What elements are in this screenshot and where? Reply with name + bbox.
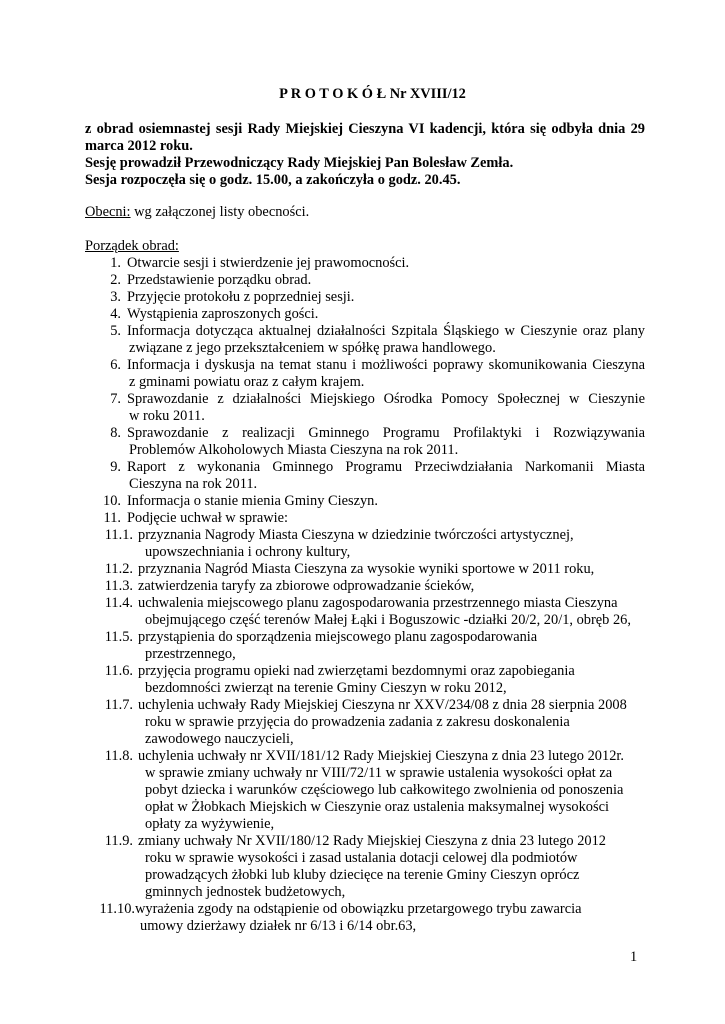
agenda-item-number: 11.1.	[104, 527, 133, 543]
agenda-item	[85, 510, 645, 527]
attendance-line	[85, 204, 309, 221]
agenda-item-text: prowadzących żłobki lub kluby dziecięce na terenie Gminy Cieszyn oprócz	[145, 867, 580, 883]
agenda-item-text: obejmującego część terenów Małej Łąki i Boguszowic -działki 20/2, 20/1, obręb 26,	[145, 612, 631, 628]
agenda-item	[85, 323, 645, 357]
agenda-item-text: Informacja dotycząca aktualnej działalności Szpitala Śląskiego w Cieszynie oraz plany	[127, 323, 645, 339]
heading-line: Sesja rozpoczęła się o godz. 15.00, a zakończyła o godz. 20.45.	[85, 172, 461, 188]
heading-line: Sesję prowadził Przewodniczący Rady Miejskiej Pan Bolesław Zemła.	[85, 155, 514, 171]
agenda-item-text: zawodowego nauczycieli,	[145, 731, 294, 747]
agenda-item	[85, 493, 645, 510]
agenda-item-number: 9.	[110, 459, 121, 475]
agenda-item-number: 7.	[110, 391, 121, 407]
agenda-item-text: przystąpienia do sporządzenia miejscowego planu zagospodarowania	[138, 629, 538, 645]
agenda-item	[85, 833, 645, 901]
agenda-item	[85, 561, 645, 578]
agenda-item-text: przyjęcia programu opieki nad zwierzętami bezdomnymi oraz zapobiegania	[138, 663, 575, 679]
agenda-item	[85, 578, 645, 595]
heading-line: z obrad osiemnastej sesji Rady Miejskiej Cieszyna VI kadencji, która się odbyła dnia 29	[85, 121, 645, 137]
page-number: 1	[630, 949, 638, 965]
agenda-item-text: Informacja o stanie mienia Gminy Cieszyn.	[127, 493, 378, 509]
agenda-item	[85, 527, 645, 561]
agenda-item-number: 2.	[110, 272, 121, 288]
agenda-item-text: bezdomności zwierząt na terenie Gminy Cieszyn w roku 2012,	[145, 680, 507, 696]
agenda-item	[85, 663, 645, 697]
agenda-item-text: upowszechniania i ochrony kultury,	[145, 544, 351, 560]
agenda-list	[85, 255, 645, 935]
agenda-item	[85, 289, 645, 306]
agenda-item-number: 4.	[110, 306, 121, 322]
agenda-item-text: przestrzennego,	[145, 646, 236, 662]
agenda-item-text: uchylenia uchwały nr XVII/181/12 Rady Miejskiej Cieszyna z dnia 23 lutego 2012r.	[138, 748, 624, 764]
agenda-item-text: Przedstawienie porządku obrad.	[127, 272, 312, 288]
agenda-item-text: z gminami powiatu oraz z całym krajem.	[129, 374, 365, 390]
agenda-item-number: 6.	[110, 357, 121, 373]
agenda-item	[85, 901, 645, 935]
agenda-item	[85, 306, 645, 323]
agenda-item-number: 11.7.	[104, 697, 133, 713]
agenda-item-number: 5.	[110, 323, 121, 339]
agenda-item-text: umowy dzierżawy działek nr 6/13 i 6/14 obr.63,	[140, 918, 417, 934]
agenda-item-text: Otwarcie sesji i stwierdzenie jej prawomocności.	[127, 255, 410, 271]
agenda-item-text: opłaty za wyżywienie,	[145, 816, 275, 832]
agenda-item-number: 11.5.	[104, 629, 133, 645]
agenda-item-number: 1.	[110, 255, 121, 271]
agenda-item-text: związane z jego przekształceniem w spółkę prawa handlowego.	[129, 340, 496, 356]
agenda-item-text: Informacja i dyskusja na temat stanu i możliwości poprawy skomunikowania Cieszyna	[127, 357, 645, 373]
agenda-item	[85, 697, 645, 748]
agenda-item-number: 11.3.	[104, 578, 133, 594]
agenda-item-text: opłat w Żłobkach Miejskich w Cieszynie oraz ustalenia maksymalnej wysokości	[145, 799, 609, 815]
attendance-text: wg załączonej listy obecności.	[130, 204, 310, 220]
agenda-item	[85, 748, 645, 833]
agenda-item-text: gminnych jednostek budżetowych,	[145, 884, 346, 900]
agenda-item-text: pobyt dziecka i warunków częściowego lub całkowitego zwolnienia od ponoszenia	[145, 782, 624, 798]
agenda-item	[85, 255, 645, 272]
agenda-item	[85, 357, 645, 391]
agenda-item-number: 10.	[103, 493, 121, 509]
agenda-item	[85, 425, 645, 459]
agenda-item-text: Problemów Alkoholowych Miasta Cieszyna na rok 2011.	[129, 442, 459, 458]
agenda-item-text: przyznania Nagrody Miasta Cieszyna w dziedzinie twórczości artystycznej,	[138, 527, 574, 543]
agenda-item-number: 11.8.	[104, 748, 133, 764]
agenda-item-text: zatwierdzenia taryfy za zbiorowe odprowadzanie ścieków,	[138, 578, 475, 594]
agenda-item-number: 11.6.	[104, 663, 133, 679]
agenda-item-text: Przyjęcie protokołu z poprzedniej sesji.	[127, 289, 355, 305]
agenda-item-text: roku w sprawie przyjęcia do prowadzenia zadania z zakresu doskonalenia	[145, 714, 570, 730]
agenda-item-number: 11.	[103, 510, 121, 526]
agenda-item	[85, 595, 645, 629]
agenda-item-text: Raport z wykonania Gminnego Programu Przeciwdziałania Narkomanii Miasta	[127, 459, 645, 475]
agenda-heading: Porządek obrad:	[85, 238, 179, 254]
agenda-item-text: przyznania Nagród Miasta Cieszyna za wysokie wyniki sportowe w 2011 roku,	[138, 561, 595, 577]
agenda-item	[85, 391, 645, 425]
agenda-item-number: 11.10.	[99, 901, 135, 917]
agenda-item	[85, 629, 645, 663]
attendance-label: Obecni:	[85, 204, 131, 220]
agenda-item-text: Podjęcie uchwał w sprawie:	[127, 510, 289, 526]
agenda	[85, 238, 645, 935]
agenda-item-text: w sprawie zmiany uchwały nr VIII/72/11 w sprawie ustalenia wysokości opłat za	[145, 765, 613, 781]
agenda-item-number: 11.2.	[104, 561, 133, 577]
agenda-item	[85, 272, 645, 289]
agenda-item-text: Cieszyna na rok 2011.	[129, 476, 258, 492]
agenda-item-number: 8.	[110, 425, 121, 441]
session-heading	[85, 121, 645, 189]
agenda-item-text: uchwalenia miejscowego planu zagospodarowania przestrzennego miasta Cieszyna	[138, 595, 618, 611]
agenda-item-number: 11.4.	[104, 595, 133, 611]
agenda-item-text: Sprawozdanie z realizacji Gminnego Programu Profilaktyki i Rozwiązywania	[127, 425, 645, 441]
agenda-item-number: 11.9.	[104, 833, 133, 849]
document-title: P R O T O K Ó Ł Nr XVIII/12	[279, 86, 466, 102]
agenda-item-number: 3.	[110, 289, 121, 305]
agenda-item-text: Sprawozdanie z działalności Miejskiego Ośrodka Pomocy Społecznej w Cieszynie	[127, 391, 645, 407]
agenda-item	[85, 459, 645, 493]
agenda-item-text: Wystąpienia zaproszonych gości.	[127, 306, 319, 322]
agenda-item-text: roku w sprawie wysokości i zasad ustalania dotacji celowej dla podmiotów	[145, 850, 578, 866]
agenda-item-text: uchylenia uchwały Rady Miejskiej Cieszyna nr XXV/234/08 z dnia 28 sierpnia 2008	[138, 697, 627, 713]
heading-line: marca 2012 roku.	[85, 138, 193, 154]
agenda-item-text: wyrażenia zgody na odstąpienie od obowiązku przetargowego trybu zawarcia	[135, 901, 582, 917]
agenda-item-text: zmiany uchwały Nr XVII/180/12 Rady Miejskiej Cieszyna z dnia 23 lutego 2012	[138, 833, 606, 849]
agenda-item-text: w roku 2011.	[129, 408, 205, 424]
